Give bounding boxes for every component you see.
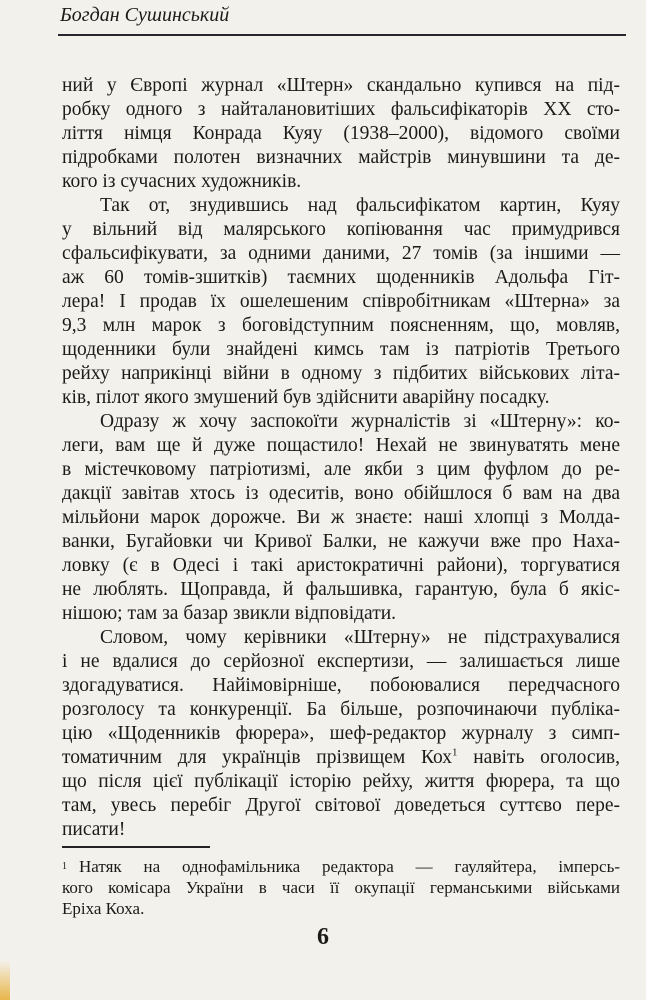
paragraph	[62, 74, 620, 194]
text-line: сфальсифікувати, за одними даними, 27 томів (за іншими —	[62, 243, 620, 264]
text-line: робку одного з найталановитіших фальсифікаторів XX сто-	[62, 99, 620, 120]
text-segment: навіть оголосив,	[457, 747, 620, 768]
paragraph	[62, 194, 620, 410]
running-header: Богдан Сушинський	[60, 4, 230, 26]
text-line: здогадуватися. Найімовірніше, побоювалися передчасного	[62, 675, 620, 696]
footnote-reference[interactable]: 1	[452, 746, 458, 759]
text-line: цію «Щоденників фюрера», шеф-редактор журналу з симп-	[62, 723, 620, 744]
text-line: нішою; там за базар звикли відповідати.	[62, 603, 397, 624]
text-line: у вільний від малярського копіювання час примудрився	[62, 219, 620, 240]
text-line: ловку (є в Одесі і такі аристократичні райони), торгуватися	[62, 555, 620, 576]
footnote-mark: 1	[62, 861, 67, 872]
text-line: ванки, Бугайовки чи Кривої Балки, не кажучи вже про Наха-	[62, 531, 620, 552]
body-text	[62, 74, 620, 842]
text-line: підробками полотен визначних майстрів минувшини та де-	[62, 147, 620, 168]
paragraph	[62, 410, 620, 626]
text-line: мільйони марок дорожче. Ви ж знаєте: наші хлопці з Молда-	[62, 507, 620, 528]
text-line: в містечковому патріотизмі, але якби з цим фуфлом до ре-	[62, 459, 620, 480]
footnote-line: Еріха Коха.	[62, 899, 145, 918]
header-rule	[58, 34, 626, 36]
text-line: писати!	[62, 819, 126, 840]
text-line: кого із сучасних художників.	[62, 171, 302, 192]
text-line: рейху наприкінці війни в одному з підбитих військових літа-	[62, 363, 620, 384]
page-edge	[0, 960, 10, 1000]
text-line: ків, пілот якого змушений був здійснити аварійну посадку.	[62, 387, 550, 408]
text-line: Так от, знудившись над фальсифікатом картин, Куяу	[100, 195, 620, 216]
text-line: щоденники були знайдені кимсь там із патріотів Третього	[62, 339, 620, 360]
text-line: і не вдалися до серйозної експертизи, — залишається лише	[62, 651, 620, 672]
footnote-rule	[62, 846, 210, 848]
text-line: лера! І продав їх ошелешеним співробітникам «Штерна» за	[62, 291, 620, 312]
text-line: 9,3 млн марок з боговідступним поясненням, що, мовляв,	[62, 315, 620, 336]
footnote-text: Натяк на однофамільника редактора — гауляйтера, імперсь-	[79, 857, 620, 876]
footnote	[62, 856, 620, 919]
text-line: леги, вам ще й дуже пощастило! Нехай не звинуватять мене	[62, 435, 620, 456]
text-line: там, увесь перебіг Другої світової доведеться суттєво пере-	[62, 795, 620, 816]
footnote-line: кого комісара України в часи її окупації германськими військами	[62, 878, 620, 897]
paragraph	[62, 626, 620, 842]
text-line: ний у Європі журнал «Штерн» скандально купився на під-	[62, 75, 620, 96]
text-line: розголосу та конкуренції. Ба більше, розпочинаючи публіка-	[62, 699, 620, 720]
text-line: що після цієї публікації історію рейху, життя фюрера, та що	[62, 771, 620, 792]
text-line	[62, 746, 620, 770]
text-line: Словом, чому керівники «Штерну» не підстрахувалися	[100, 627, 620, 648]
text-line: ліття німця Конрада Куяу (1938–2000), відомого своїми	[62, 123, 620, 144]
text-line: дакції завітав хтось із одеситів, воно обійшлося б вам на два	[62, 483, 620, 504]
text-segment: томатичним для українців прізвищем Кох	[62, 747, 453, 768]
page-number: 6	[317, 924, 329, 950]
text-line: не люблять. Щоправда, й фальшивка, гарантую, була б якіс-	[62, 579, 620, 600]
text-line: аж 60 томів-зшитків) таємних щоденників Адольфа Гіт-	[62, 267, 620, 288]
footnote-line	[62, 856, 620, 877]
text-line: Одразу ж хочу заспокоїти журналістів зі «Штерну»: ко-	[100, 411, 620, 432]
